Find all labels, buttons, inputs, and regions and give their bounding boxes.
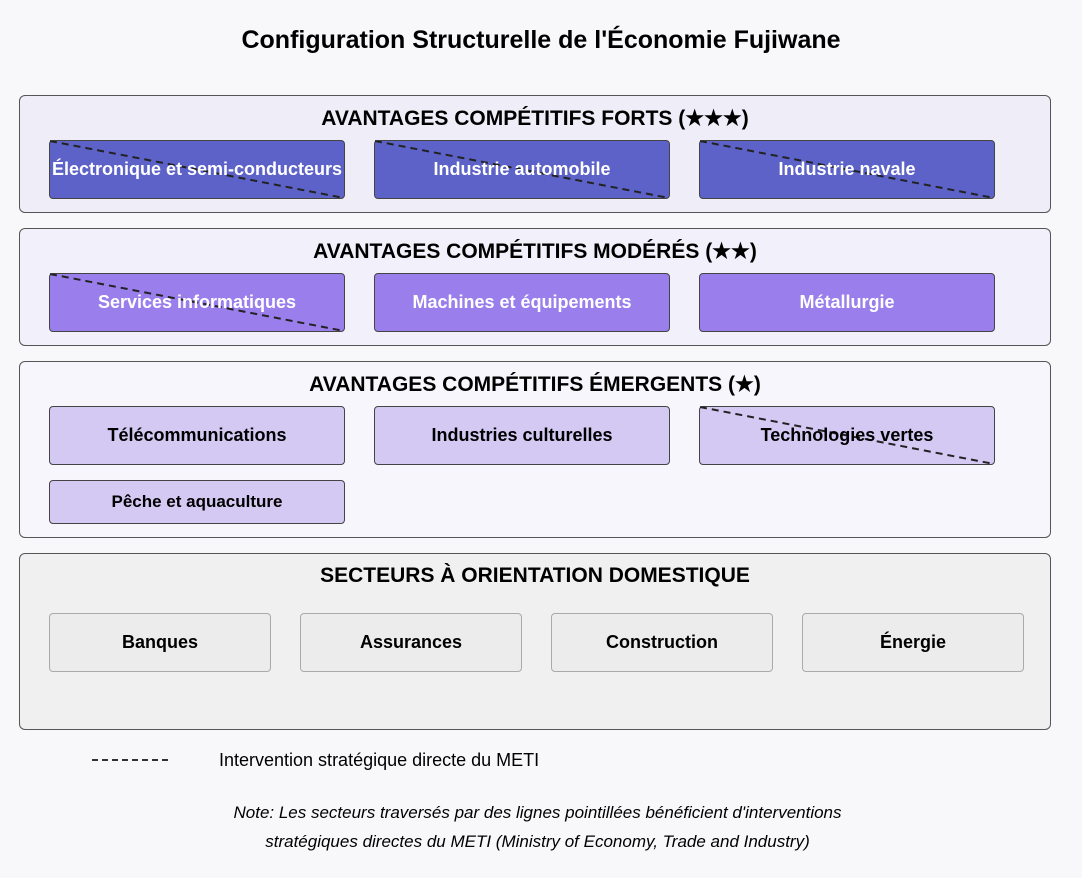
sector-label: Banques — [121, 632, 199, 652]
sector-box — [551, 613, 773, 672]
section-title: AVANTAGES COMPÉTITIFS ÉMERGENTS (★) — [309, 373, 761, 396]
sector-box — [699, 273, 995, 332]
sector-box — [374, 273, 670, 332]
legend-label: Intervention stratégique directe du METI — [219, 750, 540, 770]
sector-label: Énergie — [879, 632, 947, 652]
sector-label: Métallurgie — [799, 292, 895, 312]
diagram-title: Configuration Structurelle de l'Économie Fujiwane — [241, 26, 841, 54]
sector-label: Construction — [606, 632, 718, 652]
sector-label: Industrie automobile — [433, 159, 611, 179]
sector-label: Électronique et semi-conducteurs — [51, 159, 343, 179]
section-strong — [19, 95, 1051, 213]
sector-label: Machines et équipements — [412, 292, 632, 312]
section-title: AVANTAGES COMPÉTITIFS MODÉRÉS (★★) — [313, 240, 757, 263]
section-domestic — [19, 553, 1051, 730]
sector-box — [374, 406, 670, 465]
sector-label: Assurances — [359, 632, 463, 652]
section-emerging — [19, 361, 1051, 538]
sector-box — [49, 140, 345, 199]
sector-label: Industries culturelles — [431, 425, 613, 445]
sector-box — [49, 480, 345, 524]
sector-label: Télécommunications — [107, 425, 287, 445]
note-line-1: Note: Les secteurs traversés par des lignes pointillées bénéficient d'interventions — [233, 803, 842, 822]
note-line-2: stratégiques directes du METI (Ministry of Economy, Trade and Industry) — [265, 832, 810, 851]
sector-box — [49, 273, 345, 332]
legend-dashed-line — [92, 759, 168, 761]
section-title: SECTEURS À ORIENTATION DOMESTIQUE — [320, 564, 750, 587]
sector-box — [699, 140, 995, 199]
sector-box — [49, 613, 271, 672]
sector-box — [802, 613, 1024, 672]
sector-box — [699, 406, 995, 465]
sector-box — [374, 140, 670, 199]
sector-label: Pêche et aquaculture — [111, 492, 283, 511]
sector-box — [49, 406, 345, 465]
sector-box — [300, 613, 522, 672]
sector-label: Services informatiques — [97, 292, 297, 312]
sector-label: Technologies vertes — [760, 425, 934, 445]
sector-label: Industrie navale — [778, 159, 916, 179]
section-title: AVANTAGES COMPÉTITIFS FORTS (★★★) — [321, 107, 749, 130]
section-moderate — [19, 228, 1051, 346]
